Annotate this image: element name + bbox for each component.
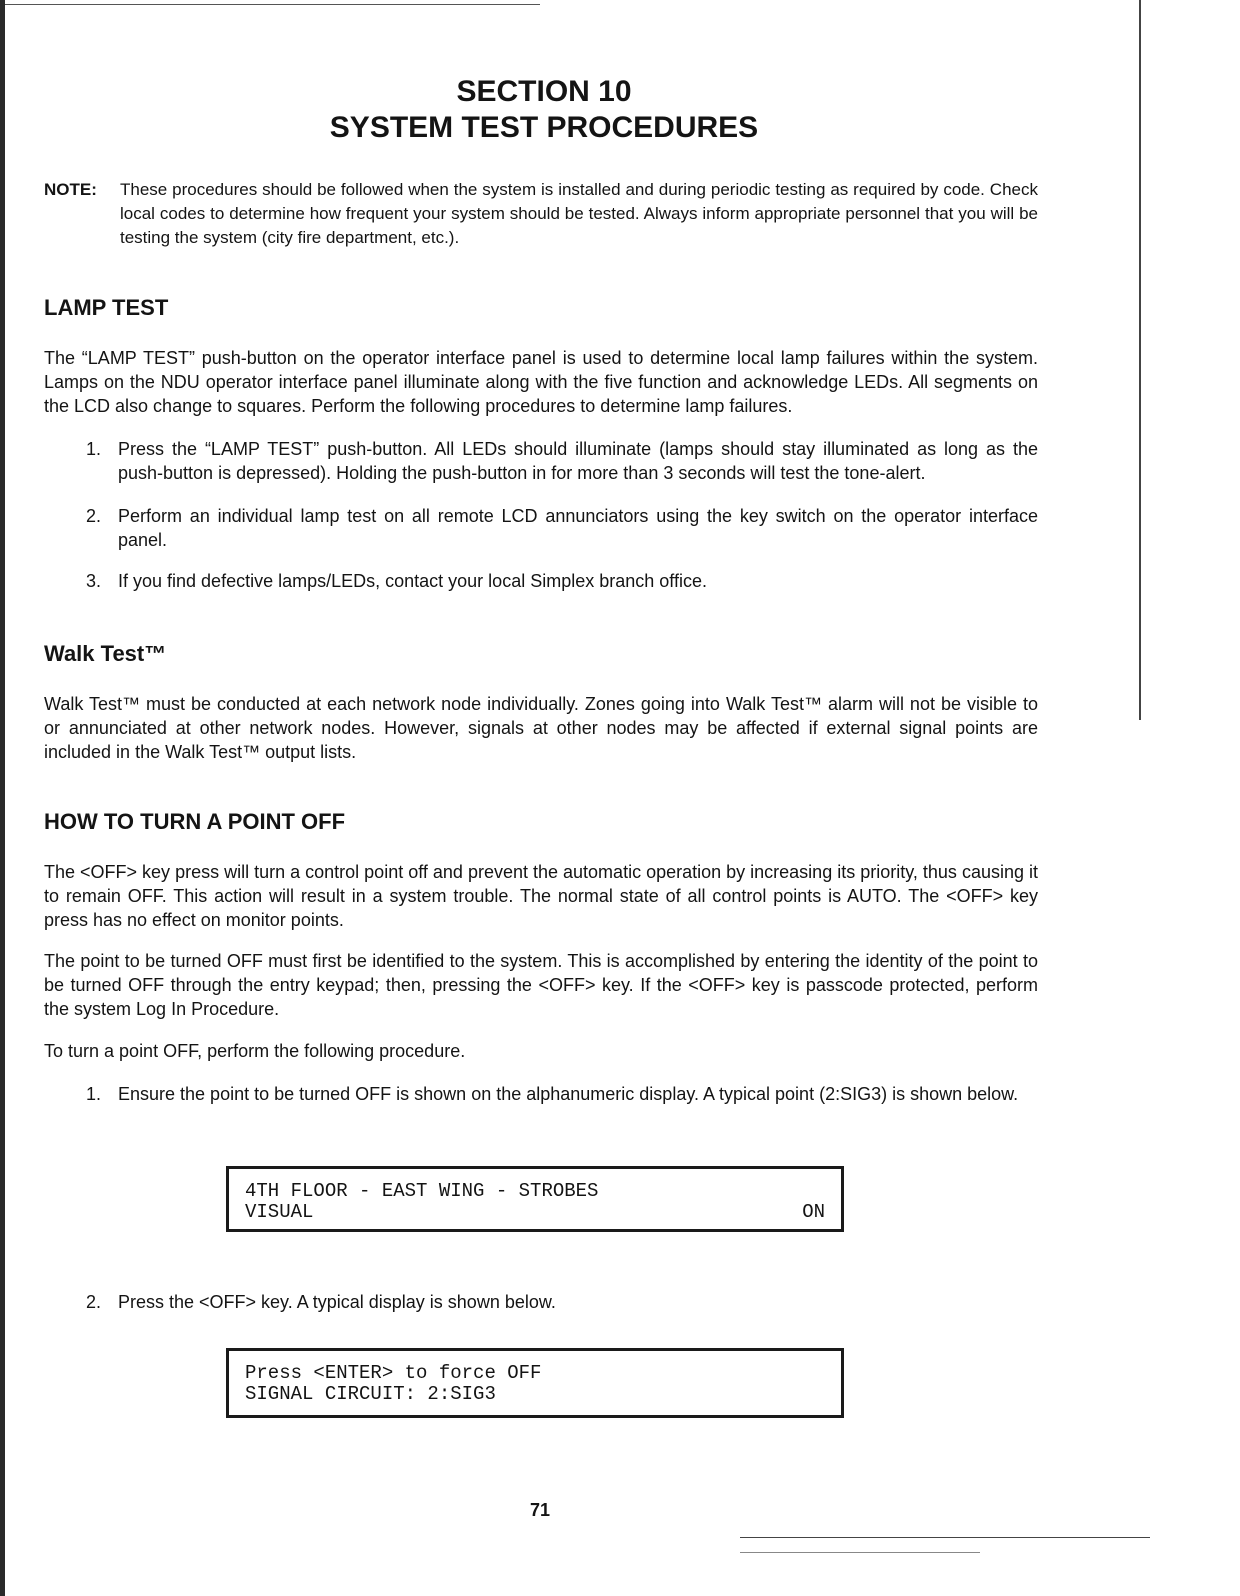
step-number: 2. xyxy=(86,1292,102,1312)
point-off-heading: HOW TO TURN A POINT OFF xyxy=(44,809,346,834)
point-off-para-2: The point to be turned OFF must first be identified to the system. This is accomplished by entering the identity of the point to be turned OFF through the entry keypad; then, pressing the <OFF> key. If the <OFF> key is passcode protected, perform the system Log In Procedure. xyxy=(44,951,1038,1019)
step-text: Perform an individual lamp test on all remote LCD annunciators using the key switch on the operator interface panel. xyxy=(118,506,1038,550)
point-off-para-3: To turn a point OFF, perform the following procedure. xyxy=(44,1041,466,1061)
section-number: SECTION 10 xyxy=(456,75,632,108)
section-header xyxy=(44,74,1044,146)
step-text: Ensure the point to be turned OFF is shown on the alphanumeric display. A typical point (2:SIG3) is shown below. xyxy=(118,1084,1019,1104)
step-number: 1. xyxy=(86,1084,102,1104)
section-title: SYSTEM TEST PROCEDURES xyxy=(329,111,759,144)
lamp-test-intro: The “LAMP TEST” push-button on the operator interface panel is used to determine local lamp failures within the system. Lamps on the NDU operator interface panel illuminate along with the five function and acknowledge LEDs. All segments on the LCD also change to squares. Perform the following procedures to determine lamp failures. xyxy=(44,348,1038,416)
lamp-test-heading: LAMP TEST xyxy=(44,295,169,320)
lcd-display-typical-point xyxy=(226,1166,844,1232)
lcd-line-1: 4TH FLOOR - EAST WING - STROBES xyxy=(245,1180,599,1202)
step-number: 2. xyxy=(86,506,102,526)
walk-test-heading: Walk Test™ xyxy=(44,641,167,666)
step-text: Press the <OFF> key. A typical display is shown below. xyxy=(118,1292,556,1312)
walk-test-text: Walk Test™ must be conducted at each network node individually. Zones going into Walk Test™ alarm will not be visible to or annunciated at other network nodes. However, signals at other nodes may be affected if external signal points are included in the Walk Test™ output lists. xyxy=(44,694,1038,762)
lcd-line-2: SIGNAL CIRCUIT: 2:SIG3 xyxy=(245,1383,496,1405)
lcd-line-1: Press <ENTER> to force OFF xyxy=(245,1362,542,1384)
lcd-status: ON xyxy=(802,1201,825,1223)
step-text: If you find defective lamps/LEDs, contact your local Simplex branch office. xyxy=(118,571,707,591)
point-off-para-1: The <OFF> key press will turn a control point off and prevent the automatic operation by increasing its priority, thus causing it to remain OFF. This action will result in a system trouble. The normal state of all control points is AUTO. The <OFF> key press has no effect on monitor points. xyxy=(44,862,1038,930)
lcd-display-force-off xyxy=(226,1348,844,1418)
step-number: 1. xyxy=(86,439,102,459)
note-label: NOTE: xyxy=(44,180,97,199)
lcd-line-2: VISUAL xyxy=(245,1201,314,1223)
step-text: Press the “LAMP TEST” push-button. All LEDs should illuminate (lamps should stay illuminated as long as the push-button is depressed). Holding the push-button in for more than 3 seconds will test the tone-alert. xyxy=(118,439,1038,483)
step-number: 3. xyxy=(86,571,102,591)
page-number: 71 xyxy=(529,1500,551,1520)
note-text: These procedures should be followed when the system is installed and during periodic testing as required by code. Check local codes to determine how frequent your system should be tested. Always inform appropriate personnel that you will be testing the system (city fire department, etc.). xyxy=(120,180,1038,247)
